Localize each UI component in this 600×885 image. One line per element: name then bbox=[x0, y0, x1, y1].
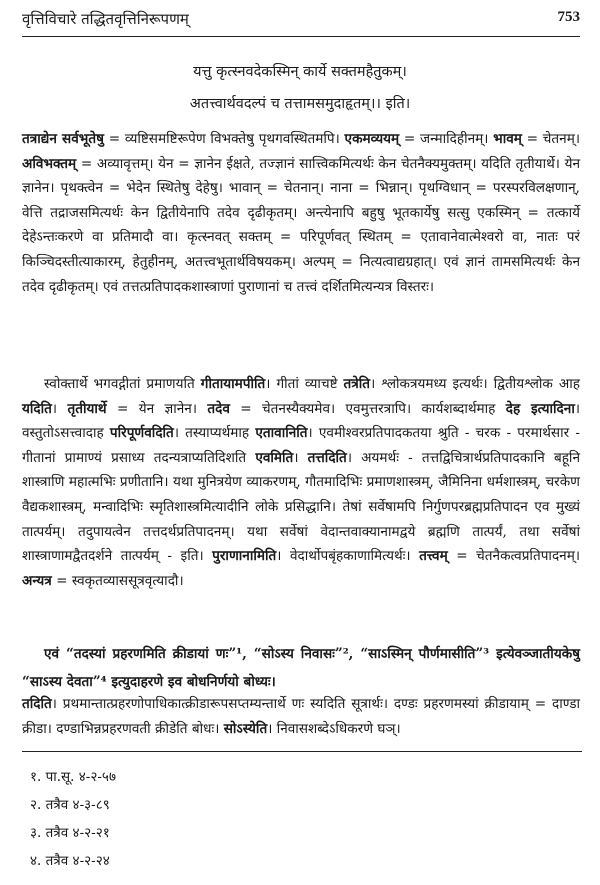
text-run: = चेतनस्यैक्यमेव। एवमुत्तरत्रापि। कार्यशब्दार्थमाह bbox=[229, 400, 506, 417]
text-run: । bbox=[51, 400, 68, 417]
bold-term: एकमव्ययम् bbox=[344, 131, 400, 147]
text-run: । तस्याप्यर्थमाह bbox=[173, 425, 256, 442]
text-run: । वेदार्थोपबृंहकाणामित्यर्थः। bbox=[276, 548, 420, 565]
bold-term: एवमिति bbox=[255, 449, 294, 466]
verse-line-2: अतत्त्वार्थवदल्पं च तत्तामसमुदाहृतम्।। इति। bbox=[189, 96, 411, 112]
text-run: । अयमर्थः - तत्तद्विचित्रार्थप्रतिपादकानि बहूनि शास्त्राणि महात्मभिः प्रणीतानि। यथा मुनित्रयेण व्याकरणम्, गौतमादिभिः प्रमाणशास्त्रम्, जैमिनिना धर्मशास्त्रम्, चरकेण वैद्यकशास्त्रम्, मन्वादिभिः स्मृतिशास्त्रमित्यादीनि लोके प्रसिद्धानि। तेषां सर्वेषामपि निर्गुणपरब्रह्मप्रतिपादन एव मुख्यं तात्पर्यम्। तदुपायत्वेन तत्तदर्थप्रतिपादनम्। यथा सर्वेषां वेदान्तवाक्यानामद्वये ब्रह्मणि तात्पर्यं, तथा सर्वेषां शास्त्राणामद्वैतदर्शने तात्पर्यम् - इति। bbox=[22, 449, 580, 565]
footnote-1: १. पा.सू. ४-२-५७ bbox=[30, 769, 116, 785]
bold-term: भावम् bbox=[493, 131, 522, 147]
paragraph-1 bbox=[22, 127, 580, 299]
text-run: = स्वकृतव्याससूत्रवृत्यादौ। bbox=[51, 572, 184, 589]
bold-term: यदिति bbox=[22, 400, 52, 417]
footnote-2: २. तत्रैव ४-३-८९ bbox=[30, 797, 110, 813]
text-run: । श्लोकत्रयमध्य इत्यर्थः। द्वितीयश्लोक आह bbox=[370, 376, 580, 392]
text-run: । एवमीश्वरप्रतिपादकतया श्रुति - चरक - परमार्थसार - गीतानां प्रामाण्यं प्रसाध्य तदन्यत्राप्यतिदिशति bbox=[22, 425, 580, 466]
bold-term: गीतायामपीति bbox=[200, 376, 266, 392]
footnote-4: ४. तत्रैव ४-२-२४ bbox=[30, 853, 110, 869]
text-run: = चेतनम्। bbox=[521, 131, 580, 147]
bold-term: अविभक्तम् bbox=[22, 155, 77, 172]
paragraph-2 bbox=[22, 372, 580, 593]
bold-term: तत्त्वम् bbox=[419, 548, 448, 565]
bold-term: अन्यत्र bbox=[22, 572, 52, 589]
text-run: = जन्मादिहीनम्। bbox=[399, 131, 494, 147]
text-run: । bbox=[293, 449, 308, 466]
running-title: वृत्तिविचारे तद्धितवृत्तिनिरूपणम् bbox=[22, 10, 189, 28]
text-run: = चेतनैकत्वप्रतिपादनम्। bbox=[447, 548, 580, 565]
bold-term: तत्रेति bbox=[343, 376, 371, 392]
text-run: = येन ज्ञानेन। bbox=[106, 400, 208, 417]
text-run: । प्रथमान्तात्प्रहरणोपाधिकात्क्रीडारूपसप्तम्यन्तार्थे णः स्यदिति सूत्रार्थः। दण्डः प्रहरणमस्यां क्रीडायाम् = दाण्डा क्रीडा। दण्डाभिन्नप्रहरणवती क्रीडेति बोधः। bbox=[22, 696, 580, 737]
bold-term: तत्तदिति bbox=[307, 449, 347, 466]
bold-term: परिपूर्णवदिति bbox=[109, 425, 174, 442]
bold-term: देह इत्यादिना bbox=[505, 400, 575, 417]
footnote-3: ३. तत्रैव ४-२-२१ bbox=[30, 825, 110, 841]
text-run: = व्यष्टिसमष्टिरूपेण विभक्तेषु पृथगवस्थितमपि। bbox=[103, 131, 345, 147]
verse-line-1: यत्तु कृत्स्नवदेकस्मिन् कार्ये सक्तमहैतुकम्। bbox=[193, 64, 407, 80]
text-run: स्वोक्तार्थे भगवद्गीतां प्रमाणयति bbox=[44, 376, 201, 392]
footnote-divider bbox=[22, 751, 582, 752]
text-run: । वस्तुतोऽसत्त्वादाह bbox=[22, 400, 580, 442]
bold-term: तत्राद्येन सर्वभूतेषु bbox=[22, 131, 104, 147]
running-header bbox=[22, 6, 580, 37]
bold-term: तदेव bbox=[207, 400, 230, 417]
paragraph-4 bbox=[22, 692, 580, 741]
bold-term: एतावानिति bbox=[255, 425, 308, 442]
bold-term: तृतीयार्थे bbox=[67, 400, 107, 417]
bold-term: तदिति bbox=[22, 696, 52, 712]
page-number: 753 bbox=[557, 9, 580, 25]
paragraph-3: एवं “तदस्यां प्रहरणमिति क्रीडायां णः”¹, “सोऽस्य निवासः”², “साऽस्मिन् पौर्णमासीति”³ इत्येवञ्जातीयकेषु “साऽस्य देवता”⁴ इत्युदाहरणे इव बोधनिर्णयो बोध्यः। bbox=[22, 646, 580, 690]
bold-term: सोऽस्येति bbox=[223, 720, 268, 737]
bold-term: पुराणानामिति bbox=[212, 548, 277, 565]
text-run: = अव्यावृत्तम्। येन = ज्ञानेन ईक्षते, तज्ज्ञानं सात्त्विकमित्यर्थः केन चेतनैक्यमुक्तम्। यदिति तृतीयार्थे। येन ज्ञानेन। पृथक्त्वेन = भेदेन स्थितेषु देहेषु। भावान् = चेतनान्। नाना = भिन्नान्। पृथग्विधान् = परस्परविलक्षणान्, वेत्ति तद्राजसमित्यर्थः केन द्वितीयेनापि तदेव दृढीकृतम्। अन्त्येनापि बहुषु भूतकार्येषु सत्सु एकस्मिन् = तत्कार्ये देहेऽन्तःकरणे वा प्रतिमादौ वा। कृत्स्नवत् सक्तम् = परिपूर्णवत् स्थितम् = एतावानेवात्मेश्वरो वा, नातः परं किञ्चिदस्तीत्याकारम्, हेतुहीनम्, अतत्त्वभूतार्थविषयकम्। अल्पम् = नित्यत्वाद्यग्रहात्। एवं ज्ञानं तामसमित्यर्थः केन तदेव दृढीकृतम्। एवं तत्तत्प्रतिपादकशास्त्राणां पुराणानां च तत्त्वं दर्शितमित्यन्यत्र विस्तरः। bbox=[22, 155, 580, 295]
text-run: । निवासशब्देऽधिकरणे घञ्। bbox=[267, 720, 401, 737]
text-run: । गीतां व्याचष्टे bbox=[265, 376, 344, 392]
